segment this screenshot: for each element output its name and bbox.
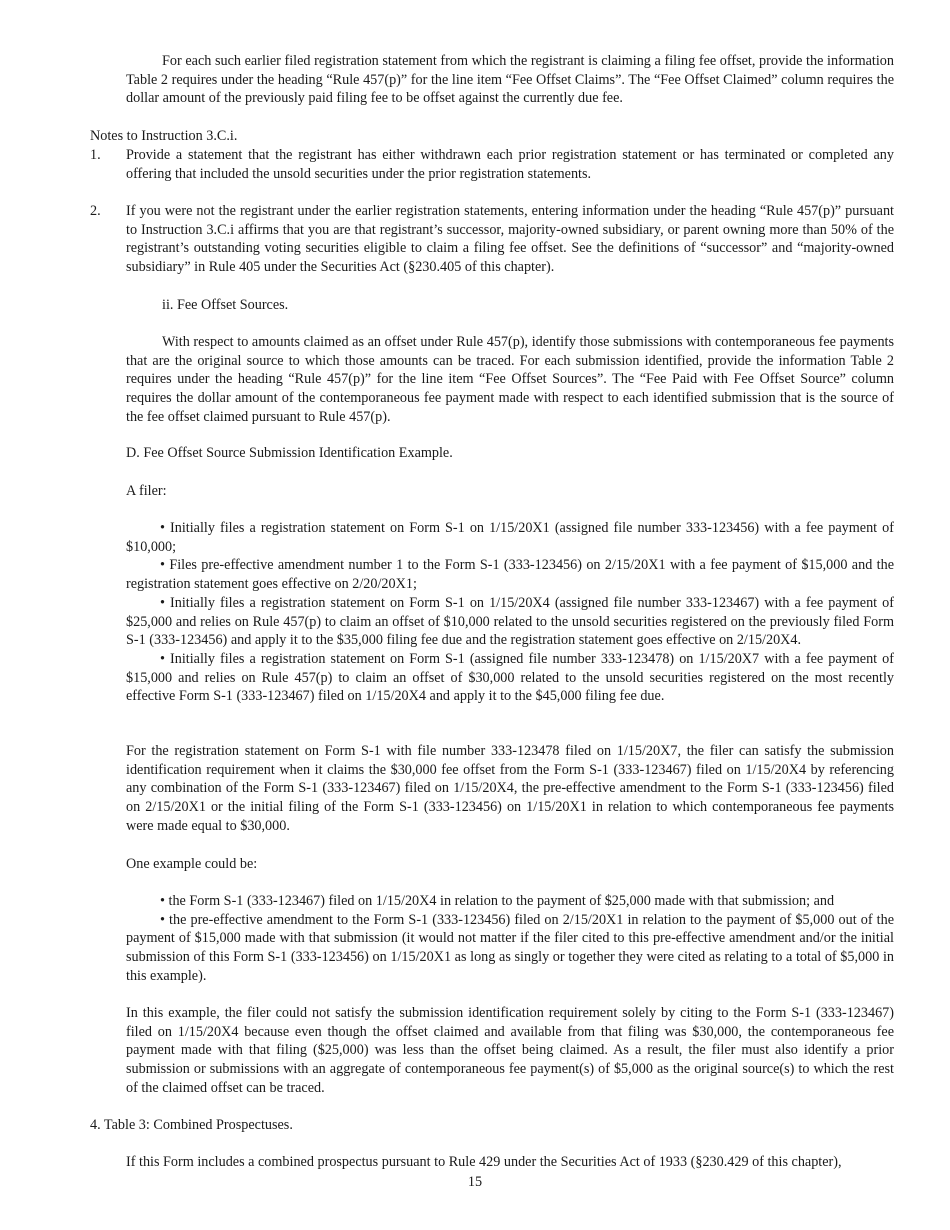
list-item: • the pre-effective amendment to the Form S-1 (333-123456) filed on 2/15/20X1 in relation to the payment of $5,000 out of the payment of $15,000 made with that submission (it would not matter if the filer cited to this pre-effective amendment and/or the initial submission of this Form S-1 (333-123456) on 1/15/20X1 as long as singly or together they were cited as relating to a total of $5,000 in this example). [126, 911, 894, 984]
section-d-heading: D. Fee Offset Source Submission Identification Example. [126, 445, 453, 461]
section-4-heading: 4. Table 3: Combined Prospectuses. [90, 1117, 293, 1133]
example-intro: One example could be: [126, 856, 258, 872]
list-item: • Initially files a registration statement on Form S-1 on 1/15/20X1 (assigned file number 333-123456) with a fee payment of $10,000; [126, 520, 894, 555]
filer-label: A filer: [126, 483, 167, 499]
page-number: 15 [467, 1174, 483, 1190]
subsection-ii-heading: ii. Fee Offset Sources. [162, 297, 289, 313]
note-number: 2. [90, 203, 101, 219]
list-item: • Initially files a registration statement on Form S-1 on 1/15/20X4 (assigned file number 333-123467) with a fee payment of $25,000 and relies on Rule 457(p) to claim an offset of $10,000 related to the unsold securities registered on the previously filed Form S-1 (333-123456) and apply it to the $35,000 filing fee due and the registration statement goes effective on 2/15/20X4. [126, 594, 894, 649]
notes-heading: Notes to Instruction 3.C.i. [90, 128, 238, 144]
section-4-paragraph: If this Form includes a combined prospectus pursuant to Rule 429 under the Securities Act of 1933 (§230.429 of this chapter), [126, 1154, 842, 1170]
subsection-ii-paragraph: With respect to amounts claimed as an offset under Rule 457(p), identify those submissions with contemporaneous fee payments that are the original source to which those amounts can be traced. For each submission identified, provide the information Table 2 requires under the heading “Rule 457(p)” for the line item “Fee Offset Sources”. The “Fee Paid with Fee Offset Source” column requires the dollar amount of the contemporaneous fee payment made with respect to each identified submission that is the source of the fee offset claimed pursuant to Rule 457(p). [126, 334, 894, 425]
example-paragraph: In this example, the filer could not satisfy the submission identification requirement solely by citing to the Form S-1 (333-123467) filed on 1/15/20X4 because even though the offset claimed and available from that filing was $30,000, the contemporaneous fee payment made with that filing ($25,000) was less than the offset being claimed. As a result, the filer must also identify a prior submission or submissions with an aggregate of contemporaneous fee payment(s) of $5,000 as the original source(s) to which the rest of the claimed offset can be traced. [126, 1005, 894, 1096]
filer-bullets [90, 519, 894, 706]
note-text: If you were not the registrant under the earlier registration statements, entering information under the heading “Rule 457(p)” pursuant to Instruction 3.C.i affirms that you are that registrant’s successor, majority-owned subsidiary, or parent owning more than 50% of the registrant’s outstanding voting securities eligible to claim a filing fee offset. See the definitions of “successor” and “majority-owned subsidiary” in Rule 405 under the Securities Act (§230.405 of this chapter). [126, 203, 894, 276]
example-bullets [90, 892, 894, 986]
list-item: • Initially files a registration statement on Form S-1 (assigned file number 333-123478) on 1/15/20X7 with a fee payment of $15,000 and relies on Rule 457(p) to claim an offset of $30,000 related to the unsold securities registered on the most recently effective Form S-1 (333-123467) filed on 1/15/20X4 and apply it to the $45,000 filing fee due. [126, 650, 894, 705]
intro-paragraph: For each such earlier filed registration statement from which the registrant is claiming a filing fee offset, provide the information Table 2 requires under the heading “Rule 457(p)” for the line item “Fee Offset Claims”. The “Fee Offset Claimed” column requires the dollar amount of the previously paid filing fee to be offset against the currently due fee. [126, 53, 894, 107]
note-text: Provide a statement that the registrant has either withdrawn each prior registration statement or has terminated or completed any offering that included the unsold securities under the prior registration statements. [126, 147, 894, 182]
list-item: • the Form S-1 (333-123467) filed on 1/15/20X4 in relation to the payment of $25,000 made with that submission; and [160, 893, 835, 909]
list-item: • Files pre-effective amendment number 1 to the Form S-1 (333-123456) on 2/15/20X1 with a fee payment of $15,000 and the registration statement goes effective on 2/20/20X1; [126, 557, 894, 593]
registration-paragraph: For the registration statement on Form S-1 with file number 333-123478 filed on 1/15/20X7, the filer can satisfy the submission identification requirement when it claims the $30,000 fee offset from the Form S-1 (333-123467) filed on 1/15/20X4 by referencing any combination of the Form S-1 (333-123467) filed on 1/15/20X4, the pre-effective amendment to the Form S-1 (333-123456) filed on 2/15/20X1 or the initial filing of the Form S-1 (333-123456) on 1/15/20X1 in relation to which contemporaneous fee payments were made equal to $30,000. [126, 743, 894, 834]
note-number: 1. [90, 147, 101, 163]
